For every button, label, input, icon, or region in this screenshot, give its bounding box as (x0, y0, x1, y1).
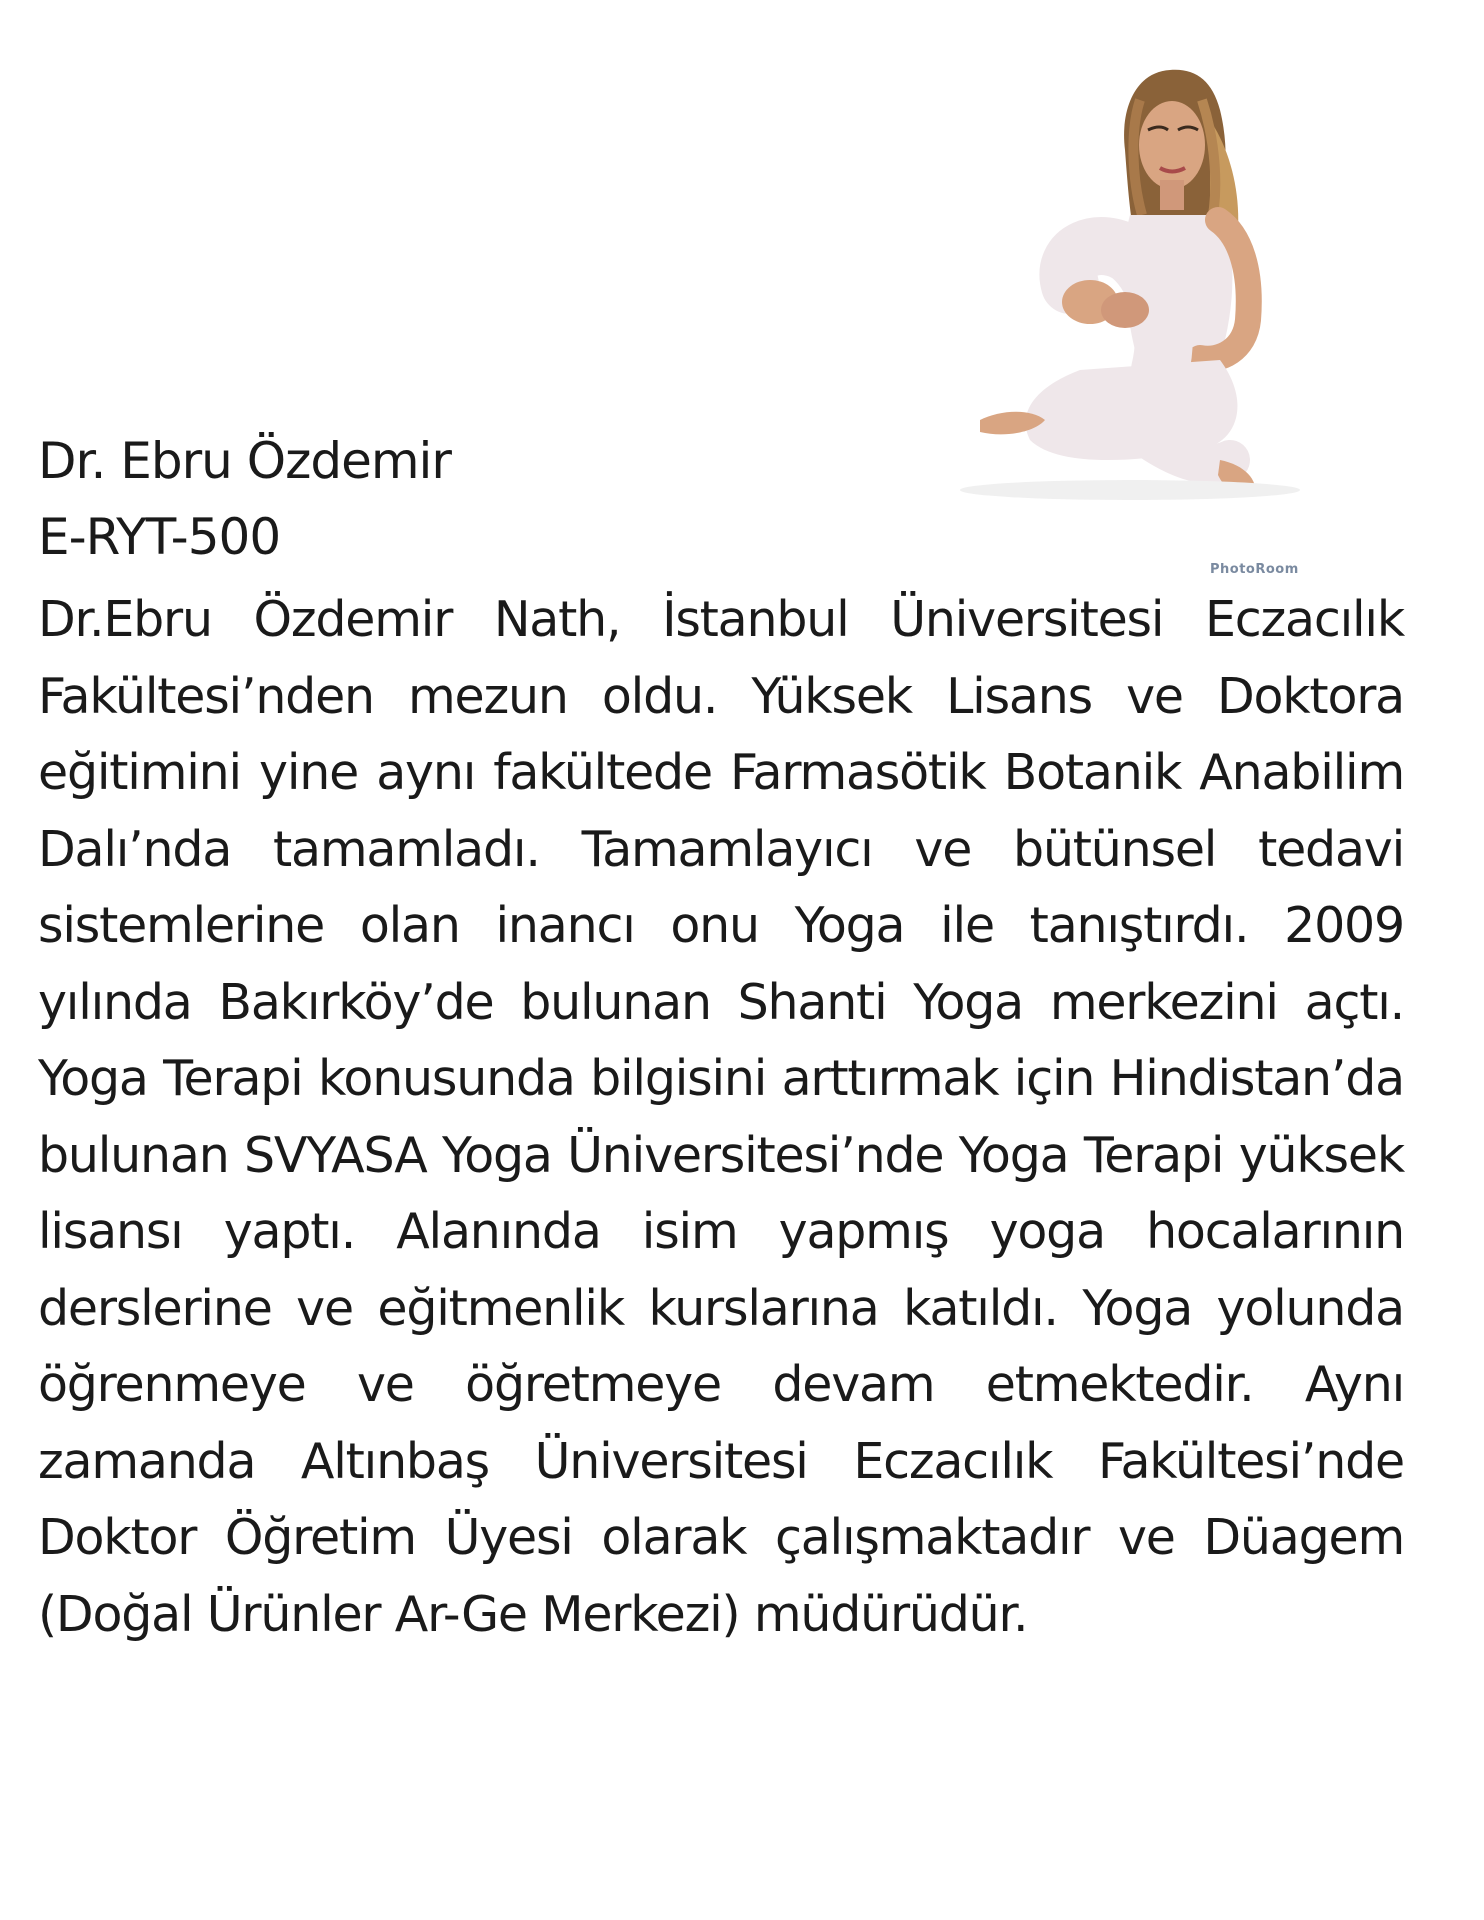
photoroom-watermark: PhotoRoom (1210, 562, 1299, 577)
profile-bio: Dr.Ebru Özdemir Nath, İstanbul Üniversitesi Eczacılık Fakültesi’nden mezun oldu. Yüksek Lisans ve Doktora eğitimini yine aynı fakültede Farmasötik Botanik Anabilim Dalı’nda tamamladı. Tamamlayıcı ve bütünsel tedavi sistemlerine olan inancı onu Yoga ile tanıştırdı. 2009 yılında Bakırköy’de bulunan Shanti Yoga merkezini açtı. Yoga Terapi konusunda bilgisini arttırmak için Hindistan’da bulunan SVYASA Yoga Üniversitesi’nde Yoga Terapi yüksek lisansı yaptı. Alanında isim yapmış yoga hocalarının derslerine ve eğitmenlik kurslarına katıldı. Yoga yolunda öğrenmeye ve öğretmeye devam etmektedir. Aynı zamanda Altınbaş Üniversitesi Eczacılık Fakültesi’nde Doktor Öğretim Üyesi olarak çalışmaktadır ve Düagem (Doğal Ürünler Ar-Ge Merkezi) müdürüdür. (38, 591, 1404, 1643)
profile-photo (920, 40, 1340, 580)
profile-credential: E-RYT-500 (38, 508, 281, 566)
profile-name: Dr. Ebru Özdemir (38, 432, 451, 490)
